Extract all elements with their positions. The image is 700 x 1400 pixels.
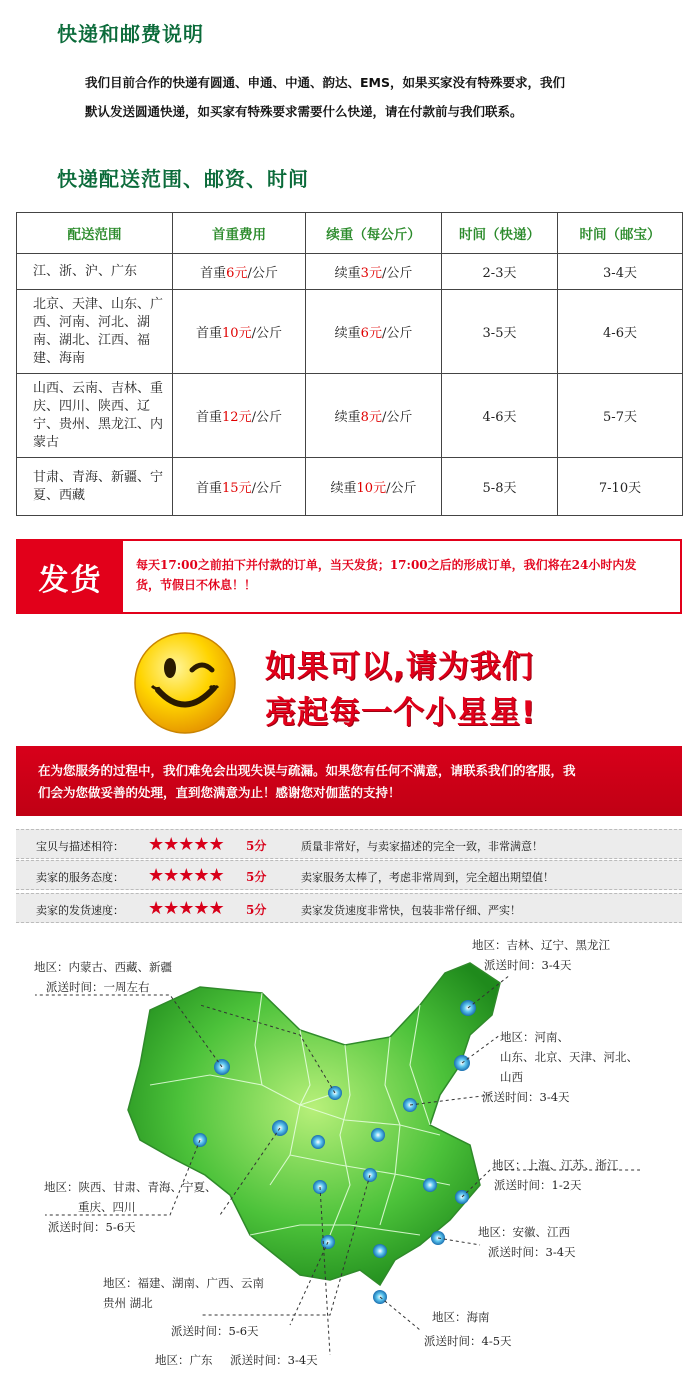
map-label-time: 派送时间：3-4天 [484,958,572,972]
cont-suffix: /公斤 [381,266,413,281]
map-label-time: 派送时间：3-4天 [488,1245,576,1259]
first-value: 12元 [222,410,252,425]
first-value: 6元 [226,266,248,281]
map-label-south-central [103,1273,264,1341]
header-additional-weight: 续重（每公斤） [306,213,442,254]
cell-time-post: 5-7天 [558,374,683,458]
first-value: 10元 [222,326,252,341]
map-label-time: 派送时间：5-6天 [171,1324,259,1338]
table-row [17,458,683,516]
header-region: 配送范围 [17,213,173,254]
cell-region: 北京、天津、山东、广西、河南、河北、湖南、湖北、江西、福建、海南 [17,290,173,374]
first-prefix: 首重 [196,481,223,496]
map-label-time: 派送时间：1-2天 [494,1178,582,1192]
rating-score: 5分 [246,870,267,884]
rating-score: 5分 [246,903,267,917]
shipping-notice-line-1: 每天17:00之前拍下并付款的订单，当天发货；17:00之后的形成订单，我们将在24小时内发 [136,558,637,572]
map-label-region: 地区：广东 [155,1353,213,1367]
shipping-table [16,212,683,516]
map-label-west [44,1177,217,1237]
cell-first-weight [173,254,306,290]
cont-value: 3元 [360,266,382,281]
first-prefix: 首重 [196,410,223,425]
map-label-northwest [34,957,172,997]
map-label-east [492,1155,619,1195]
map-label-region: 地区：安徽、江西 [478,1225,570,1239]
heading-shipping-fees: 快递和邮费说明 [57,22,204,46]
map-label-hainan [424,1307,512,1351]
cell-region: 甘肃、青海、新疆、宁夏、西藏 [17,458,173,516]
cont-prefix: 续重 [334,266,361,281]
map-label-north [482,1027,638,1107]
cell-first-weight [173,458,306,516]
map-label-time: 派送时间：一周左右 [46,980,150,994]
first-suffix: /公斤 [251,481,282,496]
first-suffix: /公斤 [251,410,282,425]
apology-banner [16,746,682,816]
map-label-time: 派送时间：4-5天 [424,1334,512,1348]
map-label-time: 派送时间：3-4天 [230,1353,318,1367]
cont-suffix: /公斤 [381,326,413,341]
cell-additional-weight [306,254,442,290]
rating-description: 卖家发货速度非常快，包装非常仔细、严实！ [301,904,521,917]
cell-time-express: 2-3天 [442,254,558,290]
first-value: 15元 [222,481,252,496]
cell-time-post: 4-6天 [558,290,683,374]
cont-suffix: /公斤 [386,481,417,496]
cont-prefix: 续重 [330,481,357,496]
rating-score: 5分 [246,839,267,853]
rating-description: 卖家服务太棒了，考虑非常周到，完全超出期望值！ [301,871,554,884]
map-label-time: 派送时间：5-6天 [48,1220,136,1234]
apology-line-1: 在为您服务的过程中，我们难免会出现失误与疏漏。如果您有任何不满意，请联系我们的客服，我 [38,763,576,778]
table-row [17,290,683,374]
cell-time-express: 5-8天 [442,458,558,516]
map-label-region-2: 贵州 湖北 [103,1296,153,1310]
map-label-region: 地区：吉林、辽宁、黑龙江 [472,938,610,952]
rating-label: 宝贝与描述相符： [36,840,124,853]
map-label-region-2: 山东、北京、天津、河北、 [500,1050,638,1064]
cell-time-express: 3-5天 [442,290,558,374]
rating-label: 卖家的发货速度： [36,904,124,917]
cont-value: 6元 [360,326,382,341]
rating-description: 质量非常好，与卖家描述的完全一致，非常满意！ [301,840,543,853]
apology-line-2: 们会为您做妥善的处理，直到您满意为止！感谢您对伽蓝的支持！ [38,785,401,800]
cont-value: 8元 [360,410,382,425]
delivery-map-section [0,935,700,1395]
intro-line-1: 我们目前合作的快递有圆通、申通、中通、韵达、EMS，如果买家没有特殊要求，我们 [85,75,565,90]
cell-time-post: 3-4天 [558,254,683,290]
rating-row [16,829,682,859]
first-suffix: /公斤 [247,266,278,281]
cell-additional-weight [306,374,442,458]
cell-first-weight [173,374,306,458]
map-label-region: 地区：海南 [432,1310,490,1324]
rating-row [16,893,682,923]
rating-row [16,860,682,890]
winking-smiley-icon [130,628,240,738]
cell-time-express: 4-6天 [442,374,558,458]
cont-suffix: /公斤 [381,410,413,425]
map-dot [423,1178,437,1192]
map-label-central-east [478,1222,576,1262]
map-dot [373,1244,387,1258]
map-label-region-2: 重庆、四川 [78,1200,136,1214]
intro-text [85,68,645,126]
shipping-label: 发货 [18,541,123,612]
heading-delivery-range: 快递配送范围、邮资、时间 [57,167,309,191]
table-row [17,374,683,458]
cell-time-post: 7-10天 [558,458,683,516]
map-label-time: 派送时间：3-4天 [482,1090,570,1104]
slogan-line-2: 亮起每一个小星星! [265,695,537,731]
first-suffix: /公斤 [251,326,282,341]
map-label-region: 地区：河南、 [500,1030,569,1044]
cell-additional-weight [306,290,442,374]
rating-label: 卖家的服务态度： [36,871,124,884]
cell-first-weight [173,290,306,374]
cont-prefix: 续重 [334,326,361,341]
cell-region: 山西、云南、吉林、重庆、四川、陕西、辽宁、贵州、黑龙江、内蒙古 [17,374,173,458]
first-prefix: 首重 [196,326,223,341]
header-time-post: 时间（邮宝） [558,213,683,254]
first-prefix: 首重 [200,266,227,281]
map-dot [311,1135,325,1149]
slogan-line-1: 如果可以,请为我们 [265,649,534,685]
map-dot [371,1128,385,1142]
map-label-region: 地区：福建、湖南、广西、云南 [103,1276,264,1290]
cont-value: 10元 [356,481,387,496]
star-rating-icon: ★★★★★ [148,834,224,855]
cont-prefix: 续重 [334,410,361,425]
header-time-express: 时间（快递） [442,213,558,254]
map-label-region: 地区：陕西、甘肃、青海、宁夏、 [44,1180,217,1194]
map-label-region-3: 山西 [500,1070,523,1084]
shipping-notice-banner [16,539,682,614]
cell-additional-weight [306,458,442,516]
table-header-row [17,213,683,254]
table-row [17,254,683,290]
map-label-region: 地区：内蒙古、西藏、新疆 [34,960,172,974]
star-rating-icon: ★★★★★ [148,865,224,886]
shipping-notice-text [136,555,676,595]
cell-region: 江、浙、沪、广东 [17,254,173,290]
map-label-northeast [472,935,610,975]
intro-line-2: 默认发送圆通快递，如买家有特殊要求需要什么快递，请在付款前与我们联系。 [85,104,523,119]
shipping-notice-line-2: 货，节假日不休息！！ [136,578,257,592]
star-rating-icon: ★★★★★ [148,898,224,919]
map-label-guangdong [155,1350,318,1370]
header-first-weight: 首重费用 [173,213,306,254]
map-label-region: 地区：上海、江苏、浙江 [492,1158,619,1172]
